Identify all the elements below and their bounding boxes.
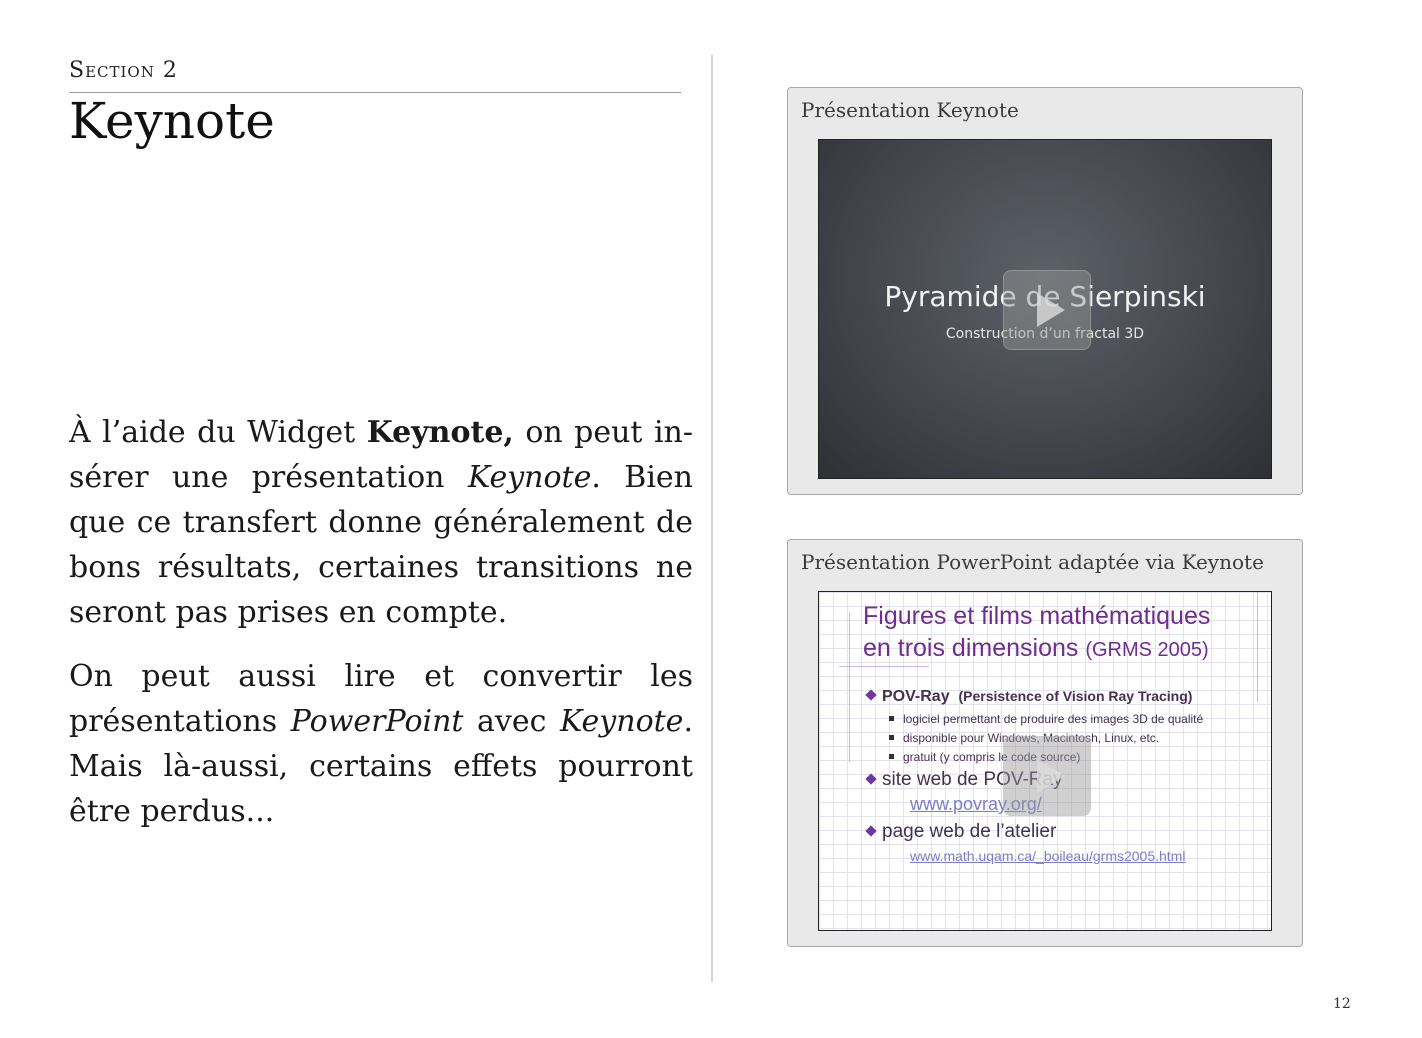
sub-bullet-text: disponible pour Windows, Macintosh, Linux, etc.	[903, 731, 1160, 745]
sub-bullet-text: logiciel permettant de produire des images 3D de qualité	[903, 712, 1204, 726]
paragraph-2	[69, 654, 693, 834]
slide-preview[interactable]	[818, 591, 1272, 931]
sub-bullet	[889, 712, 1203, 726]
sub-bullet-text: gratuit (y compris le code source)	[903, 750, 1081, 764]
slide-subtitle: Construction d’un fractal 3D	[945, 326, 1145, 342]
decor-line	[849, 612, 850, 762]
p1-bold-keynote: Keynote,	[366, 415, 514, 450]
play-icon[interactable]	[1003, 736, 1091, 816]
page-number: 12	[1333, 996, 1351, 1012]
slide-title: Pyramide de Sierpinski	[884, 280, 1206, 313]
section-label: Section 2	[69, 58, 178, 83]
bullet-note: (Persistence of Vision Ray Tracing)	[958, 688, 1193, 704]
slide-title	[863, 600, 1210, 666]
bullet-title: POV-Ray	[882, 688, 950, 705]
square-bullet-icon	[889, 754, 894, 759]
slide-title-line1: Figures et films mathématiques	[863, 602, 1211, 630]
slide-title-suffix: (GRMS 2005)	[1085, 639, 1209, 661]
atelier-link[interactable]: www.math.uqam.ca/_boileau/grms2005.html	[910, 848, 1186, 864]
bullet-page-web	[867, 821, 1056, 843]
play-icon[interactable]	[1003, 270, 1091, 350]
p2-italic-powerpoint: PowerPoint	[290, 704, 464, 739]
p2-text-3: . Mais là-aussi, certains effets pourront être perdus...	[69, 704, 693, 829]
paragraph-1	[69, 410, 693, 635]
widget-caption: Présentation PowerPoint adaptée via Keynote	[801, 550, 1264, 574]
p1-text-2: on peut insérer une présentation	[69, 415, 693, 495]
column-divider	[711, 55, 713, 982]
square-bullet-icon	[889, 735, 894, 740]
p1-italic-keynote: Keynote	[467, 460, 592, 495]
decor-line	[1257, 592, 1258, 702]
povray-link[interactable]: www.povray.org/	[910, 794, 1042, 814]
bullet-title: site web de POV-Ray	[882, 769, 1063, 790]
p2-italic-keynote: Keynote	[559, 704, 684, 739]
diamond-bullet-icon	[865, 825, 876, 836]
body-text	[69, 410, 693, 853]
p1-text-1: À l’aide du Widget	[69, 415, 367, 450]
p1-text-3: . Bien que ce transfert donne généralement de bons résultats, certaines transitions ne seront pas prises en compte.	[69, 460, 693, 630]
page-title: Keynote	[69, 92, 275, 150]
p2-text-2: avec	[463, 704, 560, 739]
powerpoint-widget[interactable]	[787, 539, 1303, 947]
decor-line	[839, 666, 929, 667]
slide-title-line2: en trois dimensions	[863, 634, 1079, 662]
square-bullet-icon	[889, 716, 894, 721]
widget-caption: Présentation Keynote	[801, 98, 1019, 122]
bullet-title: page web de l’atelier	[882, 821, 1057, 842]
diamond-bullet-icon	[865, 773, 876, 784]
slide-preview[interactable]	[818, 139, 1272, 479]
p2-text-1: On peut aussi lire et convertir les présentations	[69, 659, 693, 739]
diamond-bullet-icon	[865, 689, 876, 700]
bullet-povray	[867, 688, 1192, 706]
keynote-widget[interactable]	[787, 87, 1303, 495]
